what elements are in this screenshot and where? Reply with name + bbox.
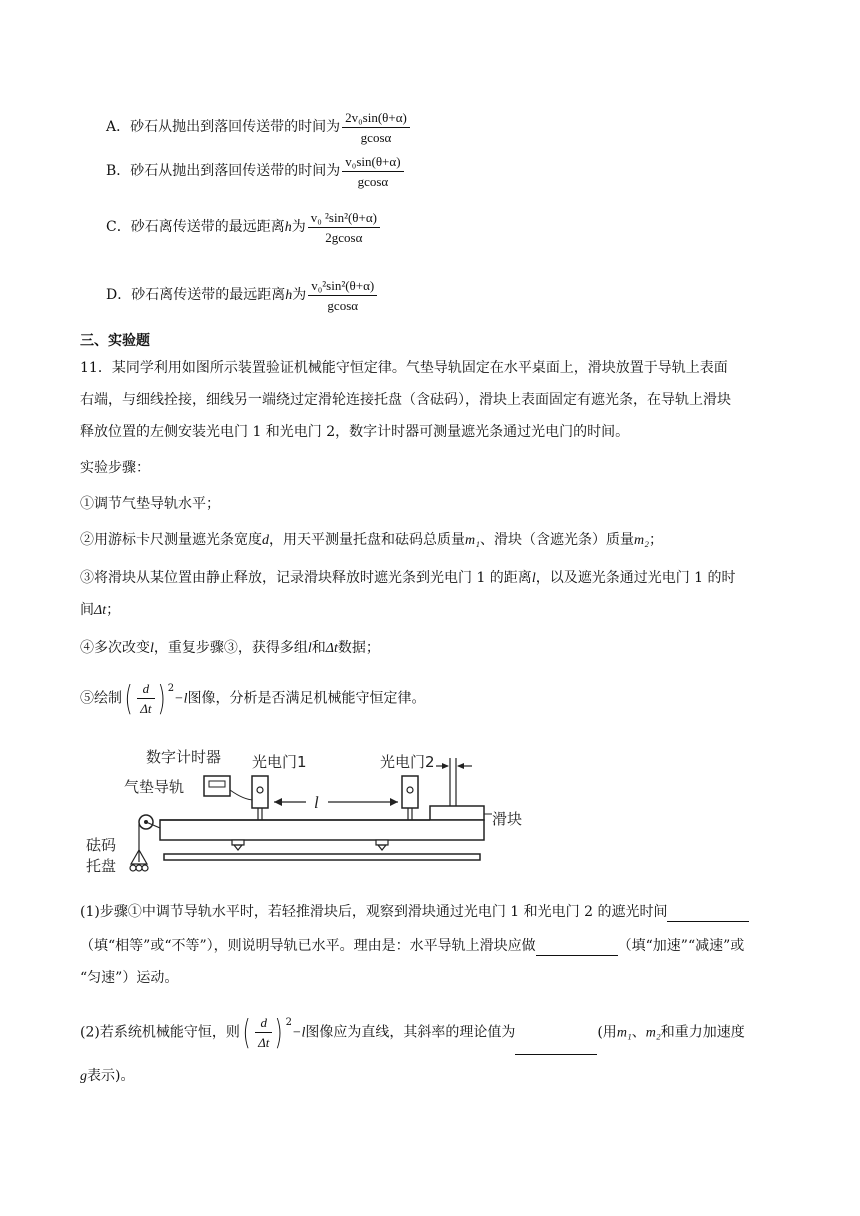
section-title: 三、实验题 bbox=[80, 333, 150, 349]
q11-steps-title: 实验步骤： bbox=[80, 460, 150, 476]
option-c-var: h bbox=[284, 220, 292, 235]
slit-arrowhead-right bbox=[457, 763, 464, 769]
option-a-text: 砂石从抛出到落回传送带的时间为 bbox=[130, 119, 341, 135]
sub2-text-c: (用 bbox=[597, 1024, 617, 1041]
q11-step2 bbox=[80, 530, 663, 551]
sub2-square: 2 bbox=[285, 1017, 292, 1028]
option-c-label: C． bbox=[106, 219, 131, 235]
support-1 bbox=[232, 840, 244, 845]
q11-step1: ①调节气垫导轨水平； bbox=[80, 496, 220, 512]
sub2-numerator: d bbox=[255, 1014, 272, 1033]
gate1-label: 光电门1 bbox=[252, 753, 307, 771]
option-a-denominator: gcosα bbox=[360, 129, 392, 145]
option-d-denominator: gcosα bbox=[327, 297, 359, 313]
sub2-var-m1: m₁ bbox=[616, 1025, 632, 1041]
step5-square: 2 bbox=[167, 683, 175, 694]
step5-fraction bbox=[137, 680, 154, 717]
sub2-denominator: Δt bbox=[258, 1035, 270, 1051]
timer-box bbox=[204, 776, 230, 796]
sub2-text-a: (2)若系统机械能守恒，则 bbox=[80, 1024, 240, 1041]
answer-blank-3[interactable] bbox=[515, 1040, 597, 1055]
q11-sub1-line1 bbox=[80, 902, 749, 922]
slider-block bbox=[430, 806, 484, 820]
sub2-left-paren: ( bbox=[242, 1012, 251, 1053]
step5-minus-l: −l bbox=[174, 691, 188, 707]
sub2-var-m2: m₂ bbox=[645, 1025, 661, 1041]
weight-2 bbox=[136, 865, 142, 871]
step3-text-d: ； bbox=[106, 602, 121, 618]
option-d bbox=[106, 276, 377, 315]
q11-sub1-line2 bbox=[80, 936, 744, 956]
option-d-text2: 为 bbox=[292, 287, 307, 303]
option-d-numerator: v₀²sin²(θ+α) bbox=[308, 277, 377, 296]
step4-text-b: ，重复步骤③，获得多组 bbox=[153, 640, 308, 656]
sub2-var-g: g bbox=[80, 1069, 87, 1084]
step4-text-a: ④多次改变 bbox=[80, 640, 150, 656]
sub2-text-e: 表示)。 bbox=[87, 1068, 135, 1084]
sub2-minus-l: −l bbox=[292, 1025, 306, 1041]
option-c-text2: 为 bbox=[291, 219, 306, 235]
q11-step5 bbox=[80, 674, 426, 718]
weight-3 bbox=[142, 865, 148, 871]
weight-1 bbox=[130, 865, 136, 871]
step3-var-dt: Δt bbox=[94, 603, 107, 618]
option-b-fraction bbox=[342, 153, 403, 190]
gate2-label: 光电门2 bbox=[380, 753, 435, 771]
q11-step3 bbox=[80, 568, 736, 589]
option-b bbox=[106, 152, 404, 190]
option-a-fraction bbox=[342, 109, 410, 146]
option-c-numerator: v₀ ²sin²(θ+α) bbox=[308, 209, 380, 228]
option-c-text: 砂石离传送带的最远距离 bbox=[130, 219, 285, 235]
length-arrowhead-left bbox=[274, 798, 282, 806]
gate2 bbox=[402, 776, 418, 808]
q11-sub2-line1 bbox=[80, 1008, 745, 1052]
sub1-text-b: （填“相等”或“不等”），则说明导轨已水平。理由是：水平导轨上滑块应做 bbox=[80, 938, 536, 954]
step3-text-b: ，以及遮光条通过光电门 1 的时 bbox=[535, 570, 736, 586]
option-d-fraction bbox=[308, 277, 377, 314]
option-a bbox=[106, 108, 410, 146]
sub2-text-d: 和重力加速度 bbox=[660, 1024, 745, 1041]
weight-label: 砝码 bbox=[86, 836, 117, 854]
step2-var-m1: m₁ bbox=[465, 533, 480, 548]
option-c-fraction bbox=[308, 209, 380, 246]
slit-arrowhead-left bbox=[442, 763, 449, 769]
step5-text-a: ⑤绘制 bbox=[80, 690, 122, 707]
sub2-fraction bbox=[255, 1014, 272, 1051]
option-b-label: B． bbox=[106, 163, 131, 179]
step2-text-c: 、滑块（含遮光条）质量 bbox=[479, 532, 634, 548]
option-a-label: A． bbox=[106, 119, 131, 135]
option-c-denominator: 2gcosα bbox=[325, 229, 363, 245]
step3-var-l: l bbox=[531, 571, 536, 586]
step4-var-l2: l bbox=[307, 641, 312, 656]
slider-label: 滑块 bbox=[492, 810, 523, 828]
sub1-text-c: （填“加速”“减速”或 bbox=[617, 938, 745, 954]
q11-step4 bbox=[80, 638, 380, 659]
option-d-text: 砂石离传送带的最远距离 bbox=[131, 287, 286, 303]
step3-text-c: 间 bbox=[80, 602, 94, 618]
q11-sub1-line3: “匀速”）运动。 bbox=[80, 970, 179, 986]
q11-para1: 11．某同学利用如图所示装置验证机械能守恒定律。气垫导轨固定在水平桌面上，滑块放置于导轨上表面 bbox=[80, 360, 728, 376]
q11-step3-cont bbox=[80, 600, 120, 621]
option-b-numerator: v₀sin(θ+α) bbox=[342, 153, 403, 172]
sub2-text-b: 图像应为直线，其斜率的理论值为 bbox=[305, 1024, 516, 1041]
step2-var-m2: m₂ bbox=[633, 533, 649, 548]
timer-label: 数字计时器 bbox=[146, 748, 222, 766]
step2-text-a: ②用游标卡尺测量遮光条宽度 bbox=[80, 532, 262, 548]
rail-label: 气垫导轨 bbox=[124, 778, 185, 796]
length-arrowhead-right bbox=[390, 798, 398, 806]
apparatus-diagram bbox=[84, 738, 544, 878]
gate1 bbox=[252, 776, 268, 808]
support-1-foot bbox=[234, 845, 242, 850]
step3-text-a: ③将滑块从某位置由静止释放，记录滑块释放时遮光条到光电门 1 的距离 bbox=[80, 570, 532, 586]
step4-text-d: 数据； bbox=[337, 640, 380, 656]
support-2-foot bbox=[378, 845, 386, 850]
step4-var-l: l bbox=[150, 641, 154, 656]
step4-text-c: 和 bbox=[311, 640, 326, 656]
option-d-label: D． bbox=[106, 287, 132, 303]
tray-label: 托盘 bbox=[86, 857, 117, 875]
air-rail bbox=[160, 820, 484, 840]
answer-blank-2[interactable] bbox=[536, 941, 618, 956]
option-d-var: h bbox=[285, 288, 293, 303]
step2-var-d: d bbox=[262, 533, 269, 548]
sub1-text-a: (1)步骤①中调节导轨水平时，若轻推滑块后，观察到滑块通过光电门 1 和光电门 2 的遮光时间 bbox=[80, 904, 668, 920]
q11-sub2-line2 bbox=[80, 1066, 134, 1087]
option-b-denominator: gcosα bbox=[357, 173, 389, 189]
sub2-right-paren: ) bbox=[275, 1012, 283, 1053]
step2-text-e: ； bbox=[648, 532, 663, 548]
support-2 bbox=[376, 840, 388, 845]
sub2-sep: 、 bbox=[631, 1024, 646, 1041]
option-b-text: 砂石从抛出到落回传送带的时间为 bbox=[130, 163, 341, 179]
q11-para2: 右端，与细线拴接，细线另一端绕过定滑轮连接托盘（含砝码），滑块上表面固定有遮光条，在导轨上滑块 bbox=[80, 392, 731, 408]
step2-text-b: ，用天平测量托盘和砝码总质量 bbox=[269, 532, 465, 548]
answer-blank-1[interactable] bbox=[667, 907, 749, 922]
q11-para3: 释放位置的左侧安装光电门 1 和光电门 2，数字计时器可测量遮光条通过光电门的时间。 bbox=[80, 424, 630, 440]
step5-text-b: 图像，分析是否满足机械能守恒定律。 bbox=[187, 690, 426, 707]
step4-var-dt: Δt bbox=[325, 641, 338, 656]
option-a-numerator: 2v₀sin(θ+α) bbox=[342, 109, 410, 128]
right-paren: ) bbox=[157, 678, 166, 719]
length-label: l bbox=[314, 793, 319, 812]
step5-numerator: d bbox=[137, 680, 154, 699]
step5-denominator: Δt bbox=[140, 701, 152, 717]
option-c bbox=[106, 208, 380, 247]
base-table bbox=[164, 854, 480, 860]
left-paren: ( bbox=[124, 678, 133, 719]
